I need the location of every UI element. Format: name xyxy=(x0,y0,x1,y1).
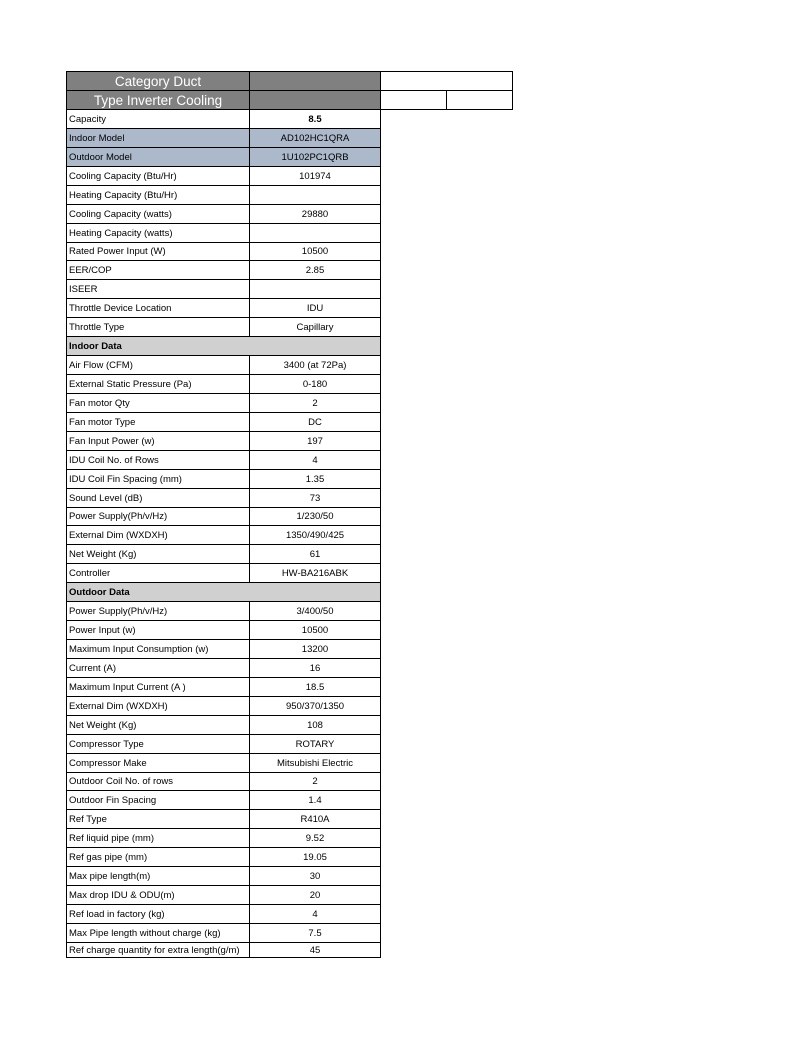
spec-label: External Dim (WXDXH) xyxy=(66,696,250,716)
spec-label: Indoor Model xyxy=(66,128,250,148)
type-header: Type Inverter Cooling xyxy=(66,90,250,110)
spec-value: 73 xyxy=(249,488,381,508)
spec-label: Compressor Make xyxy=(66,753,250,773)
spec-value: 2 xyxy=(249,393,381,413)
spec-label: Air Flow (CFM) xyxy=(66,355,250,375)
spec-label: Maximum Input Consumption (w) xyxy=(66,639,250,659)
spec-label: Rated Power Input (W) xyxy=(66,242,250,261)
spec-value: AD102HC1QRA xyxy=(249,128,381,148)
spec-label: Controller xyxy=(66,563,250,583)
spec-label: EER/COP xyxy=(66,260,250,280)
spec-value: 2 xyxy=(249,772,381,791)
spec-value: 9.52 xyxy=(249,828,381,848)
spec-label: Max Pipe length without charge (kg) xyxy=(66,923,250,943)
spec-label: Outdoor Coil No. of rows xyxy=(66,772,250,791)
spec-value: 950/370/1350 xyxy=(249,696,381,716)
spec-label: Fan Input Power (w) xyxy=(66,431,250,451)
spec-value: 10500 xyxy=(249,242,381,261)
spec-label: Power Supply(Ph/v/Hz) xyxy=(66,507,250,526)
spec-value: Capillary xyxy=(249,317,381,337)
spec-value: 3400 (at 72Pa) xyxy=(249,355,381,375)
spec-value: 0-180 xyxy=(249,374,381,394)
spec-value: 4 xyxy=(249,450,381,470)
header-blank-cell xyxy=(249,71,381,91)
spec-value: 18.5 xyxy=(249,677,381,697)
spec-value: 13200 xyxy=(249,639,381,659)
spec-label: Fan motor Qty xyxy=(66,393,250,413)
spec-value: Mitsubishi Electric xyxy=(249,753,381,773)
spec-label: Cooling Capacity (Btu/Hr) xyxy=(66,166,250,186)
spec-value: DC xyxy=(249,412,381,432)
header-blank-cell xyxy=(249,90,381,110)
spec-value: 16 xyxy=(249,658,381,678)
spec-value: 7.5 xyxy=(249,923,381,943)
spec-value: IDU xyxy=(249,298,381,318)
spec-label: Throttle Type xyxy=(66,317,250,337)
section-header: Outdoor Data xyxy=(66,582,381,602)
spec-value: 108 xyxy=(249,715,381,735)
spec-label: Outdoor Fin Spacing xyxy=(66,790,250,810)
spec-value: 19.05 xyxy=(249,847,381,867)
spec-label: Current (A) xyxy=(66,658,250,678)
spec-value: 1350/490/425 xyxy=(249,525,381,545)
spec-value: 45 xyxy=(249,942,381,958)
section-header: Indoor Data xyxy=(66,336,381,356)
spec-value: 10500 xyxy=(249,620,381,640)
spec-label: Max drop IDU & ODU(m) xyxy=(66,885,250,905)
header-empty-cell xyxy=(380,90,447,110)
spec-value: ROTARY xyxy=(249,734,381,754)
spec-label: Net Weight (Kg) xyxy=(66,715,250,735)
spec-label: External Static Pressure (Pa) xyxy=(66,374,250,394)
spec-label: Net Weight (Kg) xyxy=(66,544,250,564)
spec-label: Outdoor Model xyxy=(66,147,250,167)
category-header: Category Duct xyxy=(66,71,250,91)
spec-label: Fan motor Type xyxy=(66,412,250,432)
spec-value: 29880 xyxy=(249,204,381,224)
spec-value: R410A xyxy=(249,809,381,829)
spec-label: IDU Coil Fin Spacing (mm) xyxy=(66,469,250,489)
spec-value: 1.4 xyxy=(249,790,381,810)
spec-label: Power Supply(Ph/v/Hz) xyxy=(66,601,250,621)
spec-value xyxy=(249,185,381,205)
header-empty-cell xyxy=(380,71,513,91)
spec-label: Ref gas pipe (mm) xyxy=(66,847,250,867)
spec-value: 30 xyxy=(249,866,381,886)
spec-label: External Dim (WXDXH) xyxy=(66,525,250,545)
spec-label: Power Input (w) xyxy=(66,620,250,640)
spec-value: 2.85 xyxy=(249,260,381,280)
spec-label: Cooling Capacity (watts) xyxy=(66,204,250,224)
spec-value: 1U102PC1QRB xyxy=(249,147,381,167)
spec-label: Ref Type xyxy=(66,809,250,829)
spec-label: Ref load in factory (kg) xyxy=(66,904,250,924)
spec-value xyxy=(249,223,381,243)
spec-label: Maximum Input Current (A ) xyxy=(66,677,250,697)
spec-label: Throttle Device Location xyxy=(66,298,250,318)
spec-label: Ref liquid pipe (mm) xyxy=(66,828,250,848)
spec-label: IDU Coil No. of Rows xyxy=(66,450,250,470)
spec-label: Compressor Type xyxy=(66,734,250,754)
spec-value: 20 xyxy=(249,885,381,905)
spec-value xyxy=(249,279,381,299)
spec-value: 61 xyxy=(249,544,381,564)
spec-value: 4 xyxy=(249,904,381,924)
spec-label: Sound Level (dB) xyxy=(66,488,250,508)
spec-value: 197 xyxy=(249,431,381,451)
spec-value: 3/400/50 xyxy=(249,601,381,621)
spec-value: 1/230/50 xyxy=(249,507,381,526)
spec-value: 1.35 xyxy=(249,469,381,489)
spec-label: Capacity xyxy=(66,109,250,129)
spec-value: 101974 xyxy=(249,166,381,186)
spec-label: Max pipe length(m) xyxy=(66,866,250,886)
header-empty-cell xyxy=(446,90,513,110)
spec-label: Heating Capacity (Btu/Hr) xyxy=(66,185,250,205)
spec-label: Heating Capacity (watts) xyxy=(66,223,250,243)
spec-label: ISEER xyxy=(66,279,250,299)
spec-value: 8.5 xyxy=(249,109,381,129)
spec-label: Ref charge quantity for extra length(g/m) xyxy=(66,942,250,958)
spec-value: HW-BA216ABK xyxy=(249,563,381,583)
